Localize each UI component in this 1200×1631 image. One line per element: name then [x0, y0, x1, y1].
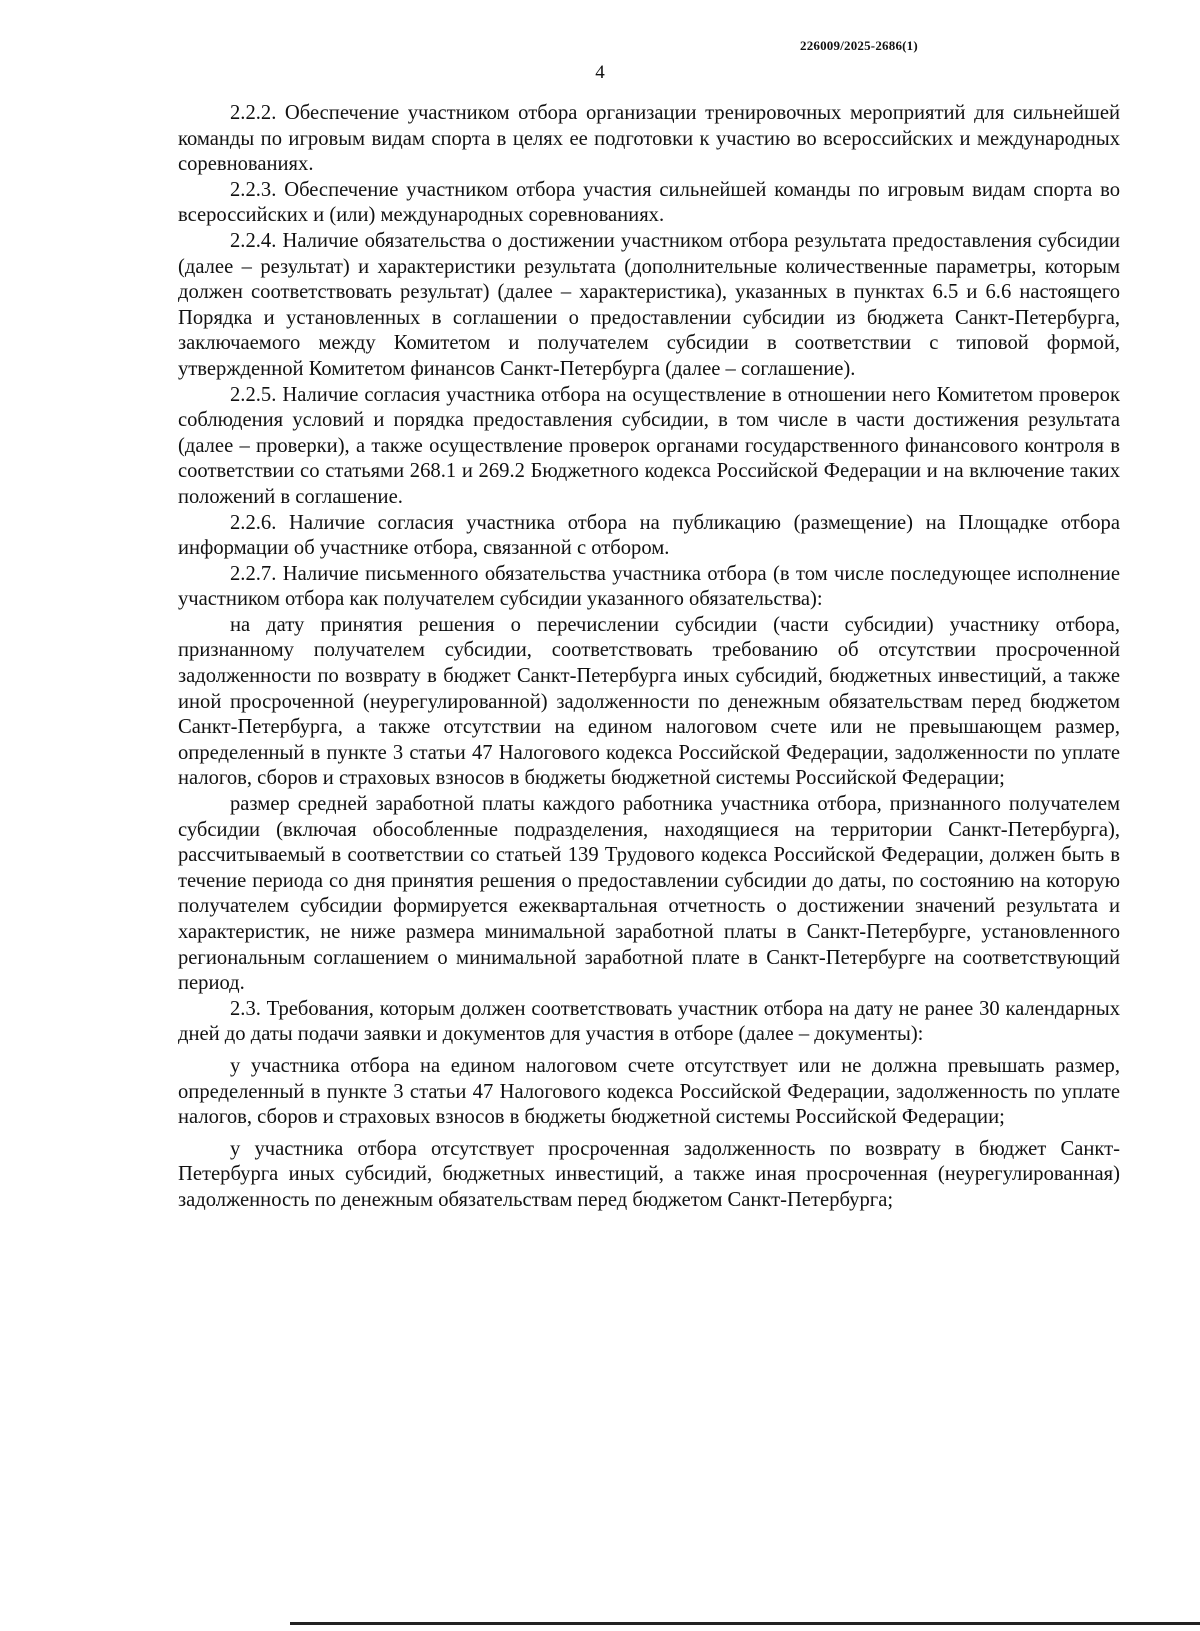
- paragraph-2-2-2: 2.2.2. Обеспечение участником отбора организации тренировочных мероприятий для сильнейшей команды по игровым видам спорта в целях ее подготовки к участию во всероссийских и международных соревнованиях.: [178, 102, 1120, 176]
- paragraph-2-2-7-item-1: на дату принятия решения о перечислении субсидии (части субсидии) участнику отбора, признанному получателем субсидии, соответствовать требованию об отсутствии просроченной задолженности по возврату в бюджет Санкт-Петербурга иных субсидий, бюджетных инвестиций, а также иной просроченной (неурегулированной) задолженности по денежным обязательствам перед бюджетом Санкт-Петербурга, а также отсутствии на едином налоговом счете или не превышающем размер, определенный в пункте 3 статьи 47 Налогового кодекса Российской Федерации, задолженности по уплате налогов, сборов и страховых взносов в бюджеты бюджетной системы Российской Федерации;: [178, 613, 1120, 790]
- paragraph-2-2-3: 2.2.3. Обеспечение участником отбора участия сильнейшей команды по игровым видам спорта во всероссийских и (или) международных соревнованиях.: [178, 178, 1120, 227]
- scan-bottom-edge-line: [290, 1622, 1200, 1625]
- paragraph-2-2-7: 2.2.7. Наличие письменного обязательства участника отбора (в том числе последующее исполнение участником отбора как получателем субсидии указанного обязательства):: [178, 562, 1120, 611]
- paragraph-2-2-6: 2.2.6. Наличие согласия участника отбора на публикацию (размещение) на Площадке отбора информации об участнике отбора, связанной с отбором.: [178, 511, 1120, 560]
- document-registration-number: 226009/2025-2686(1): [800, 38, 918, 53]
- paragraph-2-2-4: 2.2.4. Наличие обязательства о достижении участником отбора результата предоставления субсидии (далее – результат) и характеристики результата (дополнительные количественные параметры, которым должен соответствовать результат) (далее – характеристика), указанных в пунктах 6.5 и 6.6 настоящего Порядка и установленных в соглашении о предоставлении субсидии из бюджета Санкт-Петербурга, заключаемого между Комитетом и получателем субсидии в соответствии с типовой формой, утвержденной Комитетом финансов Санкт-Петербурга (далее – соглашение).: [178, 229, 1120, 380]
- document-body: [178, 101, 1120, 1214]
- paragraph-2-3-item-2: у участника отбора отсутствует просроченная задолженность по возврату в бюджет Санкт-Петербурга иных субсидий, бюджетных инвестиций, а также иная просроченная (неурегулированная) задолженность по денежным обязательствам перед бюджетом Санкт-Петербурга;: [178, 1137, 1120, 1211]
- page-number: 4: [595, 62, 605, 83]
- paragraph-2-3: 2.3. Требования, которым должен соответствовать участник отбора на дату не ранее 30 календарных дней до даты подачи заявки и документов для участия в отборе (далее – документы):: [178, 997, 1120, 1046]
- paragraph-2-3-item-1: у участника отбора на едином налоговом счете отсутствует или не должна превышать размер, определенный в пункте 3 статьи 47 Налогового кодекса Российской Федерации, задолженность по уплате налогов, сборов и страховых взносов в бюджеты бюджетной системы Российской Федерации;: [178, 1054, 1120, 1129]
- paragraph-2-2-5: 2.2.5. Наличие согласия участника отбора на осуществление в отношении него Комитетом проверок соблюдения условий и порядка предоставления субсидии, в том числе в части достижения результата (далее – проверки), а также осуществление проверок органами государственного финансового контроля в соответствии со статьями 268.1 и 269.2 Бюджетного кодекса Российской Федерации и на включение таких положений в соглашение.: [178, 383, 1120, 508]
- paragraph-2-2-7-item-2: размер средней заработной платы каждого работника участника отбора, признанного получателем субсидии (включая обособленные подразделения, находящиеся на территории Санкт-Петербурга), рассчитываемый в соответствии со статьей 139 Трудового кодекса Российской Федерации, должен быть в течение периода со дня принятия решения о предоставлении субсидии до даты, по состоянию на которую получателем субсидии формируется ежеквартальная отчетность о достижении значений результата и характеристик, не ниже размера минимальной заработной платы в Санкт-Петербурге, установленного региональным соглашением о минимальной заработной плате в Санкт-Петербурге на соответствующий период.: [178, 793, 1120, 995]
